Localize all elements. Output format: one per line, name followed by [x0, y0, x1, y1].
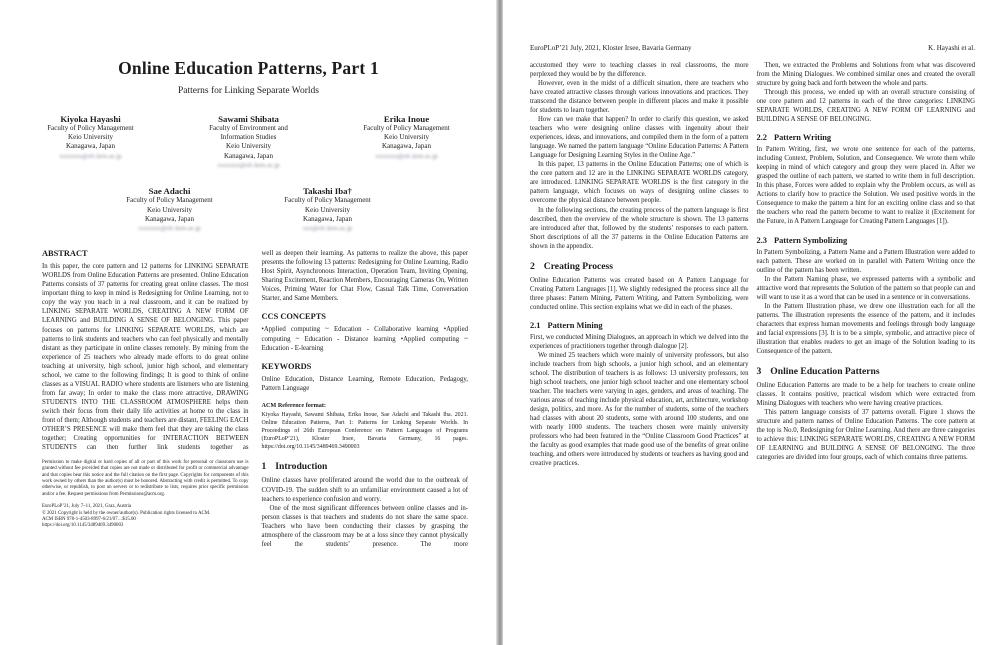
- author-block: [249, 186, 407, 233]
- author-affiliation: Keio University: [226, 142, 271, 151]
- acm-reference-text: Kiyoka Hayashi, Sawami Shibata, Erika Inoue, Sae Adachi and Takashi Iba. 2021. Online Education Patterns, Part 1: Patterns for Linking Separate Worlds. In Proceedings of 26th European Conference on Pattern Languages of Programs (EuroPLoP’21), Kloster Irsee, Bavaria Germany, 16 pages. https://doi.org/10.1145/3489469.3490003: [261, 411, 468, 450]
- author-name: Takashi Iba†: [303, 186, 352, 197]
- section-number: 2: [530, 260, 535, 272]
- author-block: [170, 114, 328, 170]
- author-email-redacted: xxx@sfc.keio.ac.jp: [302, 224, 353, 232]
- paragraph: Online classes have proliferated around the world due to the outbreak of COVID-19. The sudden shift to an unfamiliar environment caused a lot of teachers to experience confusion and worry.: [261, 477, 468, 503]
- abstract-continuation: well as deepen their learning. As patterns to realize the above, this paper presents the following 13 patterns: Redesigning for Online Learning, Radio Host Spirit, Asynchronous Interaction, Operation Team, Inviting Opening, Sharing Excitement, Reaction Members, Encouraging Cameras On, Written Voices, Priming Water for Chat Flow, Casual Talk Time, Conversation Starter, and Same Members.: [261, 250, 468, 303]
- paragraph: In Pattern Writing, first, we wrote one sentence for each of the patterns, including Context, Problem, Solution, and Consequence. We wrote them while keeping in mind of which category and group they were placed in. After we grasped the outline of each pattern, we started to write them in full description. In this phase, Forces were added to explain why the Problem occurs, as well as Actions to clarify how to practice the Solution. We used positive words in the Consequence to make the pattern a hint for an exciting online class and so that the teachers who read the pattern become to want to realize it (Excitement for the Future, in A Pattern Language for Creating Pattern Languages [1]).: [756, 146, 975, 226]
- section-heading-creating-process: [530, 261, 749, 272]
- paper-subtitle: Patterns for Linking Separate Worlds: [177, 86, 319, 96]
- page1-columns: [0, 233, 497, 548]
- section-number: 2.3: [756, 235, 767, 245]
- author-name: Sawami Shibata: [218, 114, 279, 124]
- page-1: [0, 0, 497, 645]
- author-affiliation: Faculty of Environment and: [209, 124, 288, 132]
- paragraph: In this paper, 13 patterns in the Online Education Patterns; one of which is the core pattern and 12 are in the LINKING SEPARATE WORLDS category, are introduced. LINKING SEPARATE WORLDS is the first category in the pattern language, which focuses on ways of designing online classes to overcome the physical distance between people.: [530, 161, 749, 205]
- ccs-text: •Applied computing ~ Education - Collaborative learning •Applied computing ~ Education - Distance learning •Applied computing ~ Education - E-learning: [261, 326, 468, 352]
- author-email-redacted: xxxxxxx@sfc.keio.ac.jp: [138, 224, 201, 232]
- paragraph: accustomed they were to teaching classes in real classrooms, the more perplexed they would be by the difference.: [530, 62, 749, 79]
- paragraph: In the Pattern Naming phase, we expressed patterns with a symbolic and attractive word that represents the Solution of the pattern so that people can and will want to use it as a word that can be used in a sentence or in conversations.: [756, 275, 975, 301]
- author-block: [328, 114, 486, 170]
- running-header: [503, 0, 1000, 52]
- author-email-redacted: xxxxxxx@sfc.keio.ac.jp: [217, 161, 280, 169]
- paragraph: Online Education Patterns was created based on A Pattern Language for Creating Pattern Languages [1]. We slightly redesigned the process since all the three phases: Pattern Mining, Pattern Writing, and Pattern Symbolizing, were conducted online. This section explains what we did in each of the phases.: [530, 276, 749, 311]
- author-affiliation: Kanagawa, Japan: [224, 151, 273, 160]
- page2-column-left: [530, 61, 749, 468]
- section-title: Pattern Writing: [773, 133, 832, 143]
- section-heading-pattern-mining: [530, 321, 749, 330]
- ccs-heading: CCS CONCEPTS: [261, 312, 326, 322]
- paragraph: How can we make that happen? In order to clarify this question, we asked teachers who were designing online classes with ingenuity about their experiences, ideas, and innovations, and compiled them in the form of a pattern language. We named the pattern language “Online Education Patterns: A Pattern Language for Designing Learning Styles in the Online Age.”: [530, 116, 749, 160]
- section-heading-pattern-writing: [757, 133, 976, 142]
- permission-note: Permission to make digital or hard copies of all or part of this work for personal or classroom use is granted without fee provided that copies are not made or distributed for profit or commercial advantage and that copies bear this notice and the full citation on the first page. Copyrights for components of this work owned by others than the author(s) must be honored. Abstracting with credit is permitted. To copy otherwise, or republish, to post on servers or to redistribute to lists, requires prior specific permission and/or a fee. Request permissions from Permissions@acm.org.: [42, 459, 249, 497]
- section-number: 2.2: [756, 133, 767, 143]
- isbn-line: ACM ISBN 978-1-4503-8997-6/21/07…$15.00: [42, 516, 136, 522]
- section-number: 2.1: [530, 320, 541, 330]
- author-email-redacted: xxxxxxx@sfc.keio.ac.jp: [375, 152, 438, 160]
- page-2: [503, 0, 1000, 645]
- author-row-1: [0, 114, 497, 170]
- copyright-line: © 2021 Copyright is held by the owner/author(s). Publication rights licensed to ACM.: [42, 510, 211, 516]
- page1-column-left: [42, 249, 249, 548]
- author-affiliation: Kanagawa, Japan: [382, 142, 431, 151]
- section-heading-introduction: [262, 461, 469, 472]
- author-affiliation: Kanagawa, Japan: [66, 142, 115, 151]
- section-heading-online-education-patterns: [757, 366, 976, 377]
- section-title: Introduction: [275, 461, 328, 473]
- section-number: 1: [261, 461, 267, 473]
- page2-columns: [503, 61, 1000, 468]
- keywords-text: Online Education, Distance Learning, Remote Education, Pedagogy, Pattern Language: [261, 375, 468, 392]
- acm-reference-heading: ACM Reference format:: [261, 401, 326, 409]
- paragraph: However, even in the midst of a difficult situation, there are teachers who have created attractive classes through various innovations and practices. They transcend the distance between people in different places and make it possible for students to learn together.: [530, 80, 749, 115]
- paper-title: Online Education Patterns, Part 1: [118, 58, 379, 78]
- abstract-heading: ABSTRACT: [42, 249, 88, 259]
- author-email-redacted: xxxxxxx@sfc.keio.ac.jp: [59, 152, 122, 160]
- section-title: Online Education Patterns: [770, 365, 880, 377]
- author-affiliation: Information Studies: [220, 133, 277, 142]
- keywords-heading: KEYWORDS: [261, 361, 312, 371]
- abstract-text: In this paper, the core pattern and 12 patterns for LINKING SEPARATE WORLDS from Online Education Patterns are presented. Online Education Patterns consists of 37 patterns for creating great online classes. The most important thing to keep in mind is Redesigning for Online Learning, not to copy the way you teach in a real classroom, and it can be realized by LINKING SEPARATE WORLDS, CREATING A NEW FORM OF LEARNING and BUILDING A SENSE OF BELONGING. This paper focuses on patterns for LINKING SEPARATE WORLDS, which are patterns to link students and teachers who can feel physically and mentally distant as they participate in online classes remotely. By mining from the experience of 25 teachers who already made efforts to do great online teaching at university, high school, junior high school, and elementary school, we came to the following findings; It is good to think of online classes as a VISUAL RADIO where students are listeners who are listening from far away; In order to make the class more attractive, DRAWING STUDENTS INTO THE CLASSROOM ATMOSPHERE helps them switch their focus from their daily life activities at home to the class in front of them; Although students and teachers are distant, FEELING EACH OTHER’S PRESENCE will make them feel that they are taking the class together; Creating opportunities for INTERACTION BETWEEN STUDENTS can then further link students together as: [42, 263, 249, 451]
- conference-line: EuroPLoP’21, July 7–11, 2021, Graz, Austria: [42, 504, 132, 510]
- paragraph: One of the most significant differences between online classes and in-person classes is that teachers and students do not share the same space. Teachers who have been conducting their classes by grasping the atmosphere of the classroom may be at a loss since they cannot physically feel the students’ presence. The more: [261, 504, 468, 548]
- section-title: Pattern Mining: [547, 320, 603, 330]
- author-affiliation: Faculty of Policy Management: [363, 124, 450, 132]
- section-title: Pattern Symbolizing: [773, 235, 848, 245]
- paragraph: Then, we extracted the Problems and Solutions from what was discovered from the Mining Dialogues. We combined similar ones and created the overall structure by going back and forth between the whole and parts.: [756, 62, 975, 88]
- paragraph: Through this process, we ended up with an overall structure consisting of one core pattern and 12 patterns in each of the three categories: LINKING SEPARATE WORLDS, CREATING A NEW FORM OF LEARNING and BUILDING A SENSE OF BELONGING.: [756, 89, 975, 124]
- paragraph: In the following sections, the creating process of the pattern language is first described, then the overview of the whole structure is shown. The 13 patterns are introduced after that, followed by the students’ responses to each pattern. Short descriptions of all the 37 patterns in the Online Education Patterns are shown in the appendix.: [530, 206, 749, 250]
- author-affiliation: Keio University: [384, 133, 429, 142]
- author-name: Erika Inoue: [383, 114, 430, 124]
- author-block: [91, 186, 249, 233]
- section-number: 3: [756, 365, 762, 377]
- page1-column-right: [262, 249, 469, 548]
- publication-block: [42, 504, 249, 530]
- author-row-2: [0, 186, 497, 233]
- author-affiliation: Kanagawa, Japan: [145, 214, 194, 223]
- paragraph: We mined 25 teachers which were mainly of university professors, but also include teachers from high schools, a junior high school, and an elementary school. The distribution of teachers is as follows: 13 university professors, ten high school teachers, one junior high school teacher and one elementary school teacher. The teachers were varying in ages, genders, and areas of teaching. The various areas of teaching include physical education, art, architecture, workshop design, politics, and more. As for the number of students, some of the teachers had classes with about 20 students, some with around 100 students, and one with nearly 1000 students. The teachers chosen were mainly university professors who had been featured in the “Online Classroom Good Practices” at the faculty as good examples that made good use of the benefits of great online teaching, and others were introduced by students or teachers as having good and creative practices.: [530, 351, 749, 468]
- author-affiliation: Faculty of Policy Management: [284, 196, 371, 205]
- paragraph: In the Pattern Illustration phase, we drew one illustration each for all the patterns. The illustration represents the essence of the pattern, and it includes characters that express human movements and feelings through body language and facial expressions [3]. It is to be a simple, symbolic, and attractive piece of illustration that enables readers to get an image of the Solution leading to its Consequence of the pattern.: [756, 302, 975, 355]
- author-affiliation: Faculty of Policy Management: [126, 196, 213, 205]
- paragraph: First, we conducted Mining Dialogues, an approach in which we delved into the experiences of practitioners together through dialogue [2].: [530, 333, 749, 350]
- section-title: Creating Process: [543, 260, 613, 272]
- paragraph: Online Education Patterns are made to be a help for teachers to create online classes. It contains positive, practical wisdom which were extracted from Mining Dialogues with teachers who were having creative practices.: [756, 381, 975, 407]
- author-affiliation: Faculty of Policy Management: [47, 124, 134, 132]
- running-header-conference: EuroPLoP’21 July, 2021, Kloster Irsee, Bavaria Germany: [530, 44, 692, 52]
- author-affiliation: Kanagawa, Japan: [303, 214, 352, 223]
- author-name: Kiyoka Hayashi: [60, 114, 121, 124]
- page2-column-right: [757, 61, 976, 468]
- doi-link[interactable]: https://doi.org/10.1145/3489469.3490003: [42, 523, 124, 529]
- author-block: [12, 114, 170, 170]
- running-header-authors: K. Hayashi et al.: [928, 44, 975, 52]
- section-heading-pattern-symbolizing: [757, 236, 976, 245]
- author-name: Sae Adachi: [148, 186, 191, 197]
- paper-header: [0, 0, 497, 233]
- author-affiliation: Keio University: [305, 205, 350, 214]
- paragraph: This pattern language consists of 37 patterns overall. Figure 1 shows the structure and pattern names of Online Education Patterns. The core pattern at the top is No.0, Redesigning for Online Learning. And there are three categories to achieve this: LINKING SEPARATE WORLDS, CREATING A NEW FORM OF LEARNING and BUILDING A SENSE OF BELONGING. The three categories are divided into four groups, each of which contains three patterns.: [756, 408, 975, 462]
- author-affiliation: Keio University: [147, 205, 192, 214]
- paragraph: In Pattern Symbolizing, a Pattern Name and a Pattern Illustration were added to each pattern. These are worked on in parallel with Pattern Writing once the outline of the pattern has been written.: [756, 248, 975, 274]
- author-affiliation: Keio University: [68, 133, 113, 142]
